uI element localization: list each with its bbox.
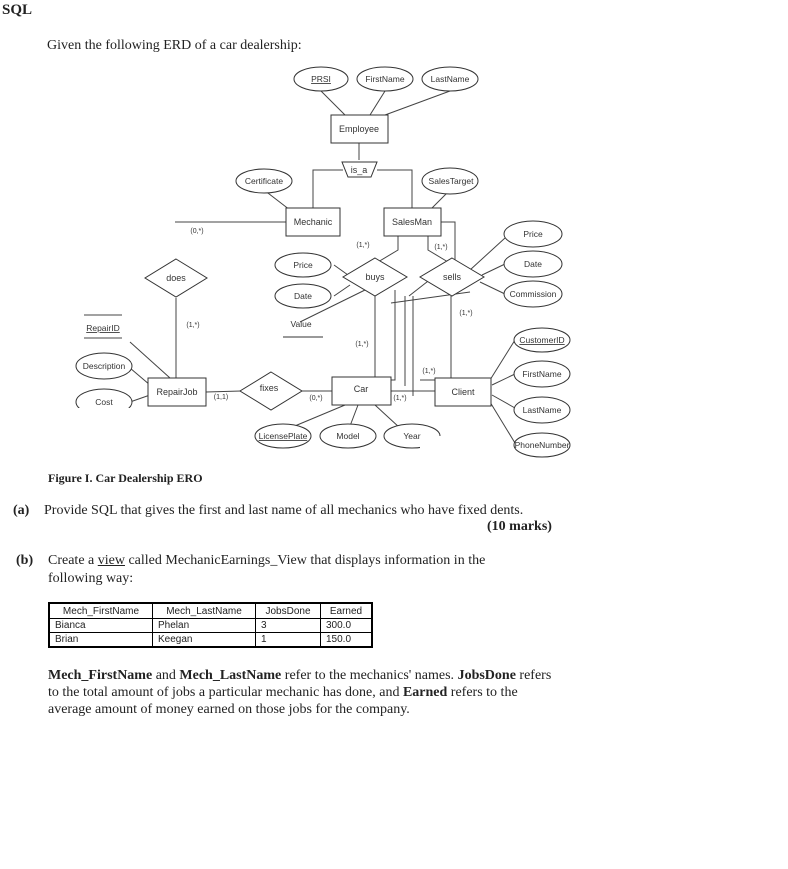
card-buys-car: (1,*)	[355, 341, 369, 348]
attr-description: Description	[82, 361, 126, 371]
cell-firstname: Bianca	[49, 619, 153, 633]
figure-caption: Figure I. Car Dealership ERO	[48, 471, 203, 485]
card-client-buys: (1,*)	[422, 368, 436, 375]
cell-earned: 300.0	[321, 619, 373, 633]
attr-model: Model	[336, 431, 360, 441]
cell-jobsdone: 1	[256, 633, 321, 648]
intro-text: Given the following ERD of a car dealership:	[47, 38, 302, 53]
term-mech-firstname: Mech_FirstName	[48, 668, 153, 683]
entity-repairjob-label: RepairJob	[156, 387, 198, 397]
attr-sell-date: Date	[524, 259, 542, 269]
relationship-does-label: does	[166, 273, 186, 283]
card-salesman-sells: (1,*)	[434, 244, 448, 251]
table-header-row	[49, 603, 372, 619]
entity-car-label: Car	[353, 384, 369, 394]
term-mech-lastname: Mech_LastName	[179, 668, 282, 683]
relationship-is-a-label: is_a	[350, 165, 368, 175]
attr-prsi: PRSI	[311, 74, 331, 84]
question-a-text: Provide SQL that gives the first and last name of all mechanics who have fixed dents.	[44, 503, 524, 518]
card-repairjob-fixes: (1,1)	[213, 394, 229, 401]
attr-year: Year	[403, 431, 421, 441]
attr-phonenumber: PhoneNumber	[514, 440, 570, 450]
card-does-repairjob: (1,*)	[186, 322, 200, 329]
attr-repairid: RepairID	[86, 323, 120, 333]
cell-lastname: Phelan	[153, 619, 256, 633]
question-a-marks: (10 marks)	[487, 519, 552, 534]
question-b-text	[48, 553, 568, 569]
explanation-and: and	[152, 668, 180, 683]
section-heading: SQL	[2, 2, 33, 18]
table-row	[49, 633, 372, 648]
question-b-text-before: Create a	[48, 553, 95, 568]
attr-cost: Cost	[95, 397, 113, 407]
entity-salesman-label: SalesMan	[391, 217, 433, 227]
card-mechanic-does: (0,*)	[190, 228, 204, 235]
attr-sell-price: Price	[523, 229, 543, 239]
term-earned: Earned	[402, 685, 448, 700]
question-b-line2: following way:	[48, 571, 134, 586]
cell-firstname: Brian	[49, 633, 153, 648]
mechanic-earnings-table	[48, 602, 373, 648]
term-jobsdone: JobsDone	[457, 668, 516, 683]
attr-client-lastname: LastName	[522, 405, 562, 415]
question-b-label: (b)	[16, 553, 34, 568]
attr-certificate: Certificate	[244, 176, 284, 186]
attr-buy-price: Price	[293, 260, 313, 270]
attr-client-firstname: FirstName	[522, 369, 562, 379]
attr-salestarget: SalesTarget	[428, 176, 474, 186]
question-b-text-after: called MechanicEarnings_View that displays information in the	[128, 553, 486, 568]
cell-jobsdone: 3	[256, 619, 321, 633]
attr-licenseplate: LicensePlate	[258, 431, 308, 441]
explanation-paragraph	[48, 667, 558, 718]
card-car-sells: (1,*)	[393, 395, 407, 402]
cell-earned: 150.0	[321, 633, 373, 648]
attr-commission: Commission	[509, 289, 557, 299]
header-mech-lastname: Mech_LastName	[153, 603, 256, 619]
explanation-part1: refer to the mechanics' names.	[281, 668, 458, 683]
relationship-sells-label: sells	[442, 272, 462, 282]
attr-employee-lastname: LastName	[430, 74, 470, 84]
question-b-view-word: view	[97, 553, 125, 568]
question-a-label: (a)	[13, 503, 30, 518]
attr-buy-date: Date	[294, 291, 312, 301]
attr-customerid: CustomerID	[519, 335, 565, 345]
card-salesman-buys: (1,*)	[356, 242, 370, 249]
table-row	[49, 619, 372, 633]
relationship-buys-label: buys	[365, 272, 385, 282]
header-mech-firstname: Mech_FirstName	[49, 603, 153, 619]
cell-lastname: Keegan	[153, 633, 256, 648]
card-fixes-car: (0,*)	[309, 395, 323, 402]
explanation-part2: refers to the total amount of jobs a particular mechanic has done, and	[48, 668, 552, 700]
header-earned: Earned	[321, 603, 373, 619]
explanation-part3: refers to the average amount of money earned on those jobs for the company.	[48, 685, 518, 717]
entity-employee-label: Employee	[338, 124, 380, 134]
card-sells-client: (1,*)	[459, 310, 473, 317]
entity-client-label: Client	[451, 387, 475, 397]
header-jobsdone: JobsDone	[256, 603, 321, 619]
attr-employee-firstname: FirstName	[365, 74, 405, 84]
entity-mechanic-label: Mechanic	[293, 217, 333, 227]
attr-buy-value: Value	[290, 319, 312, 329]
relationship-fixes-label: fixes	[259, 383, 279, 393]
